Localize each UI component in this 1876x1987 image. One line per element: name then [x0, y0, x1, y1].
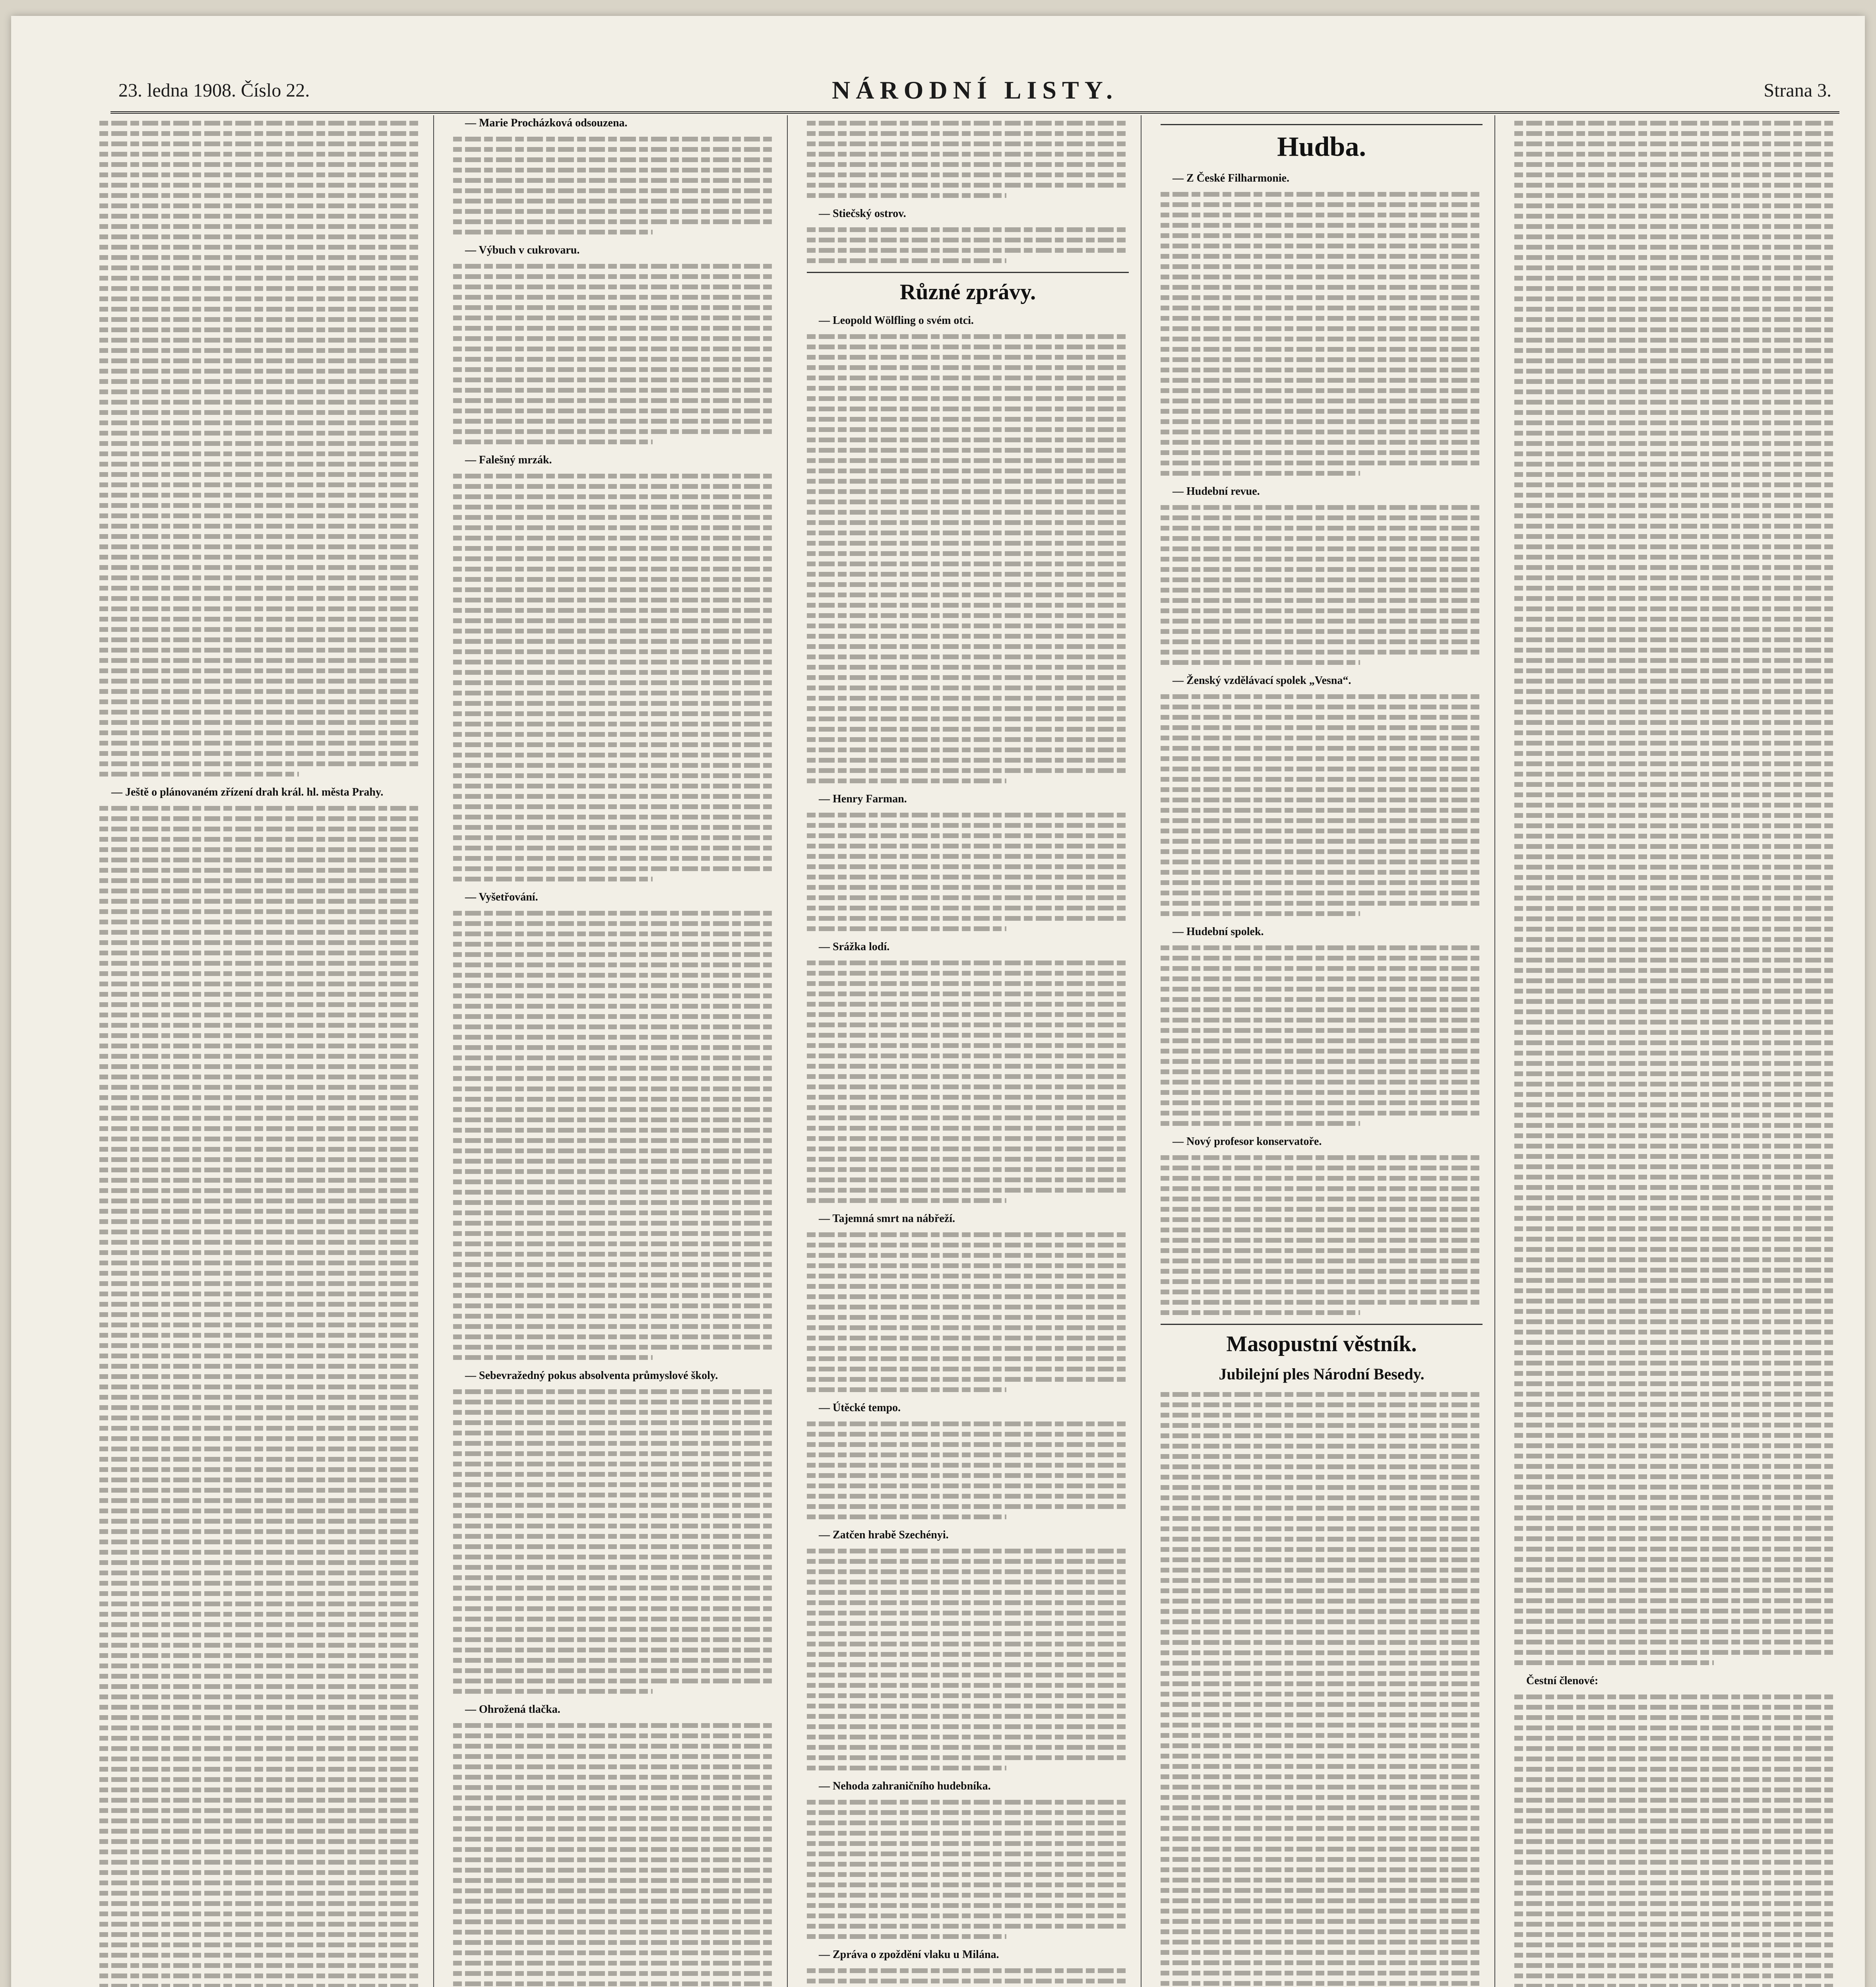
article-body [453, 1389, 775, 1694]
article-body [807, 1421, 1129, 1519]
article-heading: — Nový profesor konservatoře. [1172, 1135, 1322, 1148]
article-heading: — Z České Filharmonie. [1172, 172, 1289, 184]
column-rule [433, 115, 434, 1987]
article-body [99, 806, 421, 1987]
article-heading: — Ještě o plánovaném zřízení drah král. hl. města Prahy. [111, 786, 384, 798]
section-heading: Hudba. [1161, 124, 1483, 163]
article-body [453, 474, 775, 881]
article-heading: — Hudební revue. [1172, 485, 1260, 498]
article-body [453, 264, 775, 444]
article-body [1161, 694, 1483, 916]
article-body [807, 813, 1129, 931]
article-body [453, 1723, 775, 1987]
article-heading: — Výbuch v cukrovaru. [465, 244, 580, 256]
article-body [1514, 121, 1836, 1665]
article-body [1161, 1155, 1483, 1315]
article-heading: — Henry Farman. [819, 793, 907, 805]
article-body [1161, 192, 1483, 476]
page-number: Strana 3. [1764, 80, 1831, 101]
article-body [807, 1549, 1129, 1770]
article-heading: — Tajemná smrt na nábřeží. [819, 1212, 955, 1225]
article-heading: — Sebevražedný pokus absolventa průmyslové školy. [465, 1369, 718, 1382]
masthead [110, 76, 1839, 114]
article-body [453, 911, 775, 1360]
article-heading: Čestní členové: [1526, 1675, 1599, 1687]
date-issue: 23. ledna 1908. Číslo 22. [118, 80, 310, 101]
article-heading: — Zpráva o zpoždění vlaku u Milána. [819, 1948, 999, 1961]
article-heading: — Stiečský ostrov. [819, 207, 906, 220]
article-heading: — Vyšetřování. [465, 891, 538, 903]
subheading: Jubilejní ples Národní Besedy. [1219, 1365, 1424, 1383]
section-heading: Masopustní věstník. [1161, 1324, 1483, 1358]
article-heading: — Marie Procházková odsouzena. [465, 117, 628, 129]
newspaper-title: NÁRODNÍ LISTY. [832, 76, 1118, 104]
article-body [807, 1800, 1129, 1939]
column-4 [1161, 115, 1483, 1987]
article-body [1161, 1392, 1483, 1987]
article-heading: — Ženský vzdělávací spolek „Vesna“. [1172, 674, 1351, 687]
article-heading: — Nehoda zahraničního hudebníka. [819, 1780, 991, 1792]
article-heading: — Zatčen hrabě Szechényi. [819, 1529, 949, 1541]
article-body [807, 334, 1129, 783]
article-body [1514, 1695, 1836, 1987]
article-heading: — Hudební spolek. [1172, 926, 1264, 938]
article-body [1161, 945, 1483, 1126]
article-body [99, 121, 421, 777]
column-3 [807, 115, 1129, 1987]
column-2 [453, 115, 775, 1987]
article-body [453, 137, 775, 234]
column-1 [99, 115, 421, 1987]
article-heading: — Srážka lodí. [819, 941, 890, 953]
column-rule [787, 115, 788, 1987]
article-heading: — Leopold Wölfling o svém otci. [819, 314, 974, 327]
article-heading: — Falešný mrzák. [465, 454, 552, 466]
section-heading: Různé zprávy. [807, 272, 1129, 306]
column-5 [1514, 115, 1836, 1987]
article-body [807, 961, 1129, 1203]
article-body [807, 1232, 1129, 1392]
article-body [807, 1968, 1129, 1987]
article-heading: — Ohrožená tlačka. [465, 1703, 560, 1716]
article-heading: — Útěcké tempo. [819, 1402, 901, 1414]
article-body [1161, 505, 1483, 665]
article-body [807, 227, 1129, 263]
column-rule [1494, 115, 1495, 1987]
article-body [807, 121, 1129, 198]
